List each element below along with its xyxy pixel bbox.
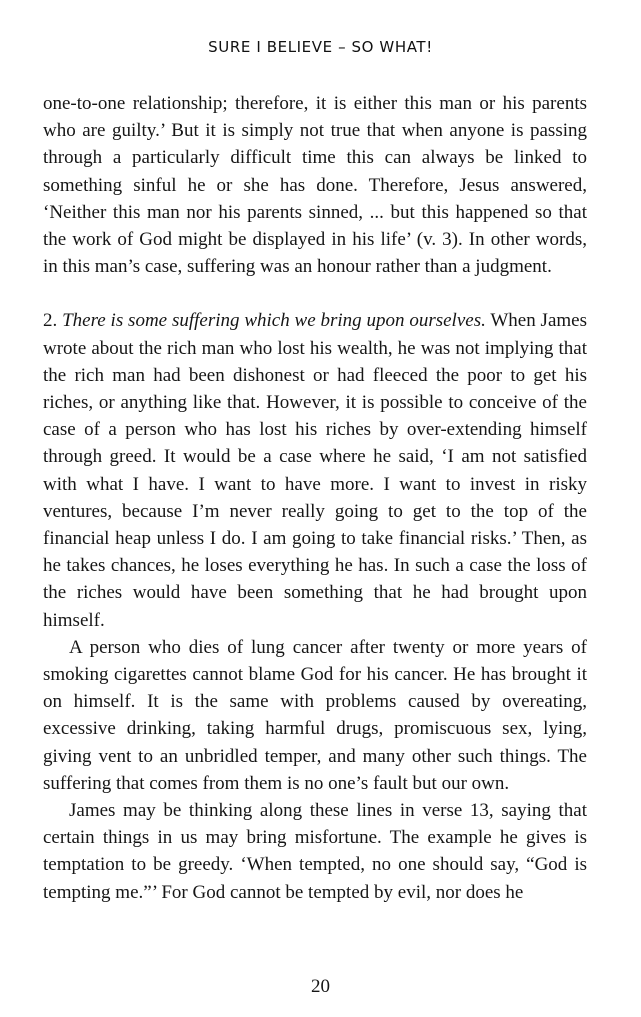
paragraph-text: James may be thinking along these lines in verse 13, saying that certain things in us may bring misfortune. The example he gives is temptation to be greedy. ‘When tempted, no one should say, “God is tempting me.”’ For God cannot be tempted by evil, nor does he	[43, 800, 587, 903]
section-gap	[43, 280, 587, 307]
point-number: 2.	[43, 310, 58, 332]
paragraph-continued	[43, 90, 587, 280]
numbered-point	[43, 307, 587, 633]
paragraph	[43, 797, 587, 906]
body-text	[43, 90, 587, 906]
paragraph	[43, 634, 587, 797]
paragraph-text: A person who dies of lung cancer after twenty or more years of smoking cigarettes cannot blame God for his cancer. He has brought it on himself. It is the same with problems caused by overeating, excessive drinking, taking harmful drugs, promiscuous sex, lying, giving vent to an unbridled temper, and many other such things. The suffering that comes from them is no one’s fault but our own.	[43, 636, 587, 794]
point-heading: There is some suffering which we bring upon ourselves.	[62, 310, 486, 332]
running-title: SURE I BELIEVE – SO WHAT!	[208, 38, 433, 56]
paragraph-text: one-to-one relationship; therefore, it is either this man or his parents who are guilty.’ But it is simply not true that when anyone is passing through a particularly difficult time this can always be linked to something sinful he or she has done. Therefore, Jesus answered, ‘Neither this man nor his parents sinned, ... but this happened so that the work of God might be displayed in his life’ (v. 3). In other words, in this man’s case, suffering was an honour rather than a judgment.	[43, 93, 587, 278]
page-number: 20	[311, 976, 330, 997]
paragraph-text: When James wrote about the rich man who lost his wealth, he was not implying that the rich man had been dishonest or had fleeced the poor to get his riches, or anything like that. However, it is possible to conceive of the case of a person who has lost his riches by over-extending himself through greed. It would be a case where he said, ‘I am not satisfied with what I have. I want to have more. I want to invest in risky ventures, because I’m never really going to get to the top of the financial heap unless I do. I am going to take financial risks.’ Then, as he takes chances, he loses everything he has. In such a case the loss of the riches would have been something that he had brought upon himself.	[43, 310, 587, 631]
